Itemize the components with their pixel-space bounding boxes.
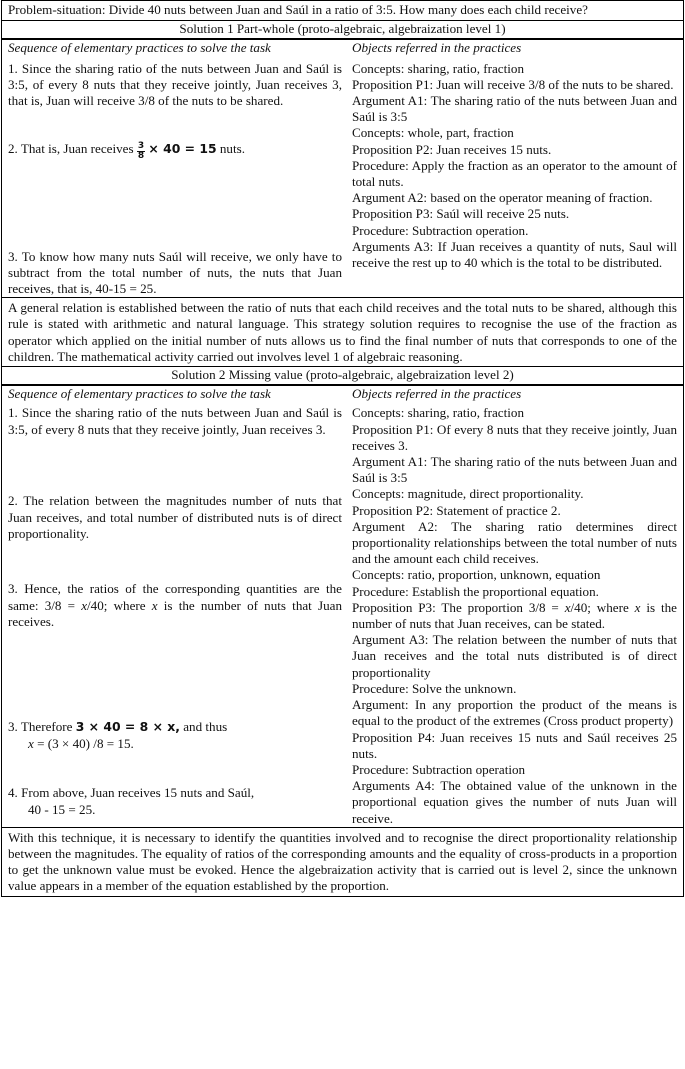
s2-object-p3 xyxy=(352,600,677,632)
s2-step-5-line2: 40 - 15 = 25. xyxy=(28,801,96,817)
s1-object: Arguments A3: If Juan receives a quantity of nuts, Saul will receive the rest up to 40 which is the total to be distributed. xyxy=(352,238,677,271)
solution1-body xyxy=(1,60,684,299)
s2-object: Arguments A4: The obtained value of the unknown in the proportional equation gives the number of nuts Juan will receive. xyxy=(352,778,677,826)
solution1-right-header: Objects referred in the practices xyxy=(352,40,522,56)
s1-object: Procedure: Apply the fraction as an operator to the amount of total nuts. xyxy=(352,157,677,190)
s1-step-3: 3. To know how many nuts Saúl will receive, we only have to subtract from the total number of nuts, the nuts that Juan receives, that is, 40-15 = 25. xyxy=(8,248,342,297)
s2-object: Concepts: ratio, proportion, unknown, equation xyxy=(352,567,601,583)
s2-object: Argument A2: The sharing ratio determines direct proportionality relationships between the total number of nuts and the amount each child receives. xyxy=(352,518,677,567)
s2-step-3-text-b: /40; where xyxy=(87,597,152,613)
fraction-numerator: 3 xyxy=(137,140,145,151)
p3-text-c: is the number of nuts that Juan receives, can be stated. xyxy=(352,599,677,632)
s2-object: Procedure: Establish the proportional equation. xyxy=(352,583,599,599)
document-table xyxy=(1,0,684,897)
s1-object: Concepts: sharing, ratio, fraction xyxy=(352,60,524,76)
solution2-header-row xyxy=(1,386,684,405)
s1-step-2-text: 2. That is, Juan receives xyxy=(8,140,137,156)
s2-step-4-math: 3 × 40 = 8 × x, xyxy=(75,719,180,735)
p3-text: Proposition P3: The proportion 3/8 = xyxy=(352,599,565,615)
s2-step-2: 2. The relation between the magnitudes number of nuts that Juan receives, and total number of distributed nuts is of direct proportionality. xyxy=(8,493,342,541)
problem-statement: Problem-situation: Divide 40 nuts between Juan and Saúl in a ratio of 3:5. How many does each child receive? xyxy=(1,0,684,21)
s1-step-2 xyxy=(8,141,342,249)
solution1-left-header: Sequence of elementary practices to solve the task xyxy=(8,40,271,56)
s1-step-2-math: × 40 = 15 xyxy=(148,140,217,156)
solution1-header-row xyxy=(1,40,684,59)
solution2-objects xyxy=(348,405,683,826)
s2-step-1: 1. Since the sharing ratio of the nuts between Juan and Saúl is 3:5, of every 8 nuts that they receive jointly, Juan receives 3. xyxy=(8,405,342,437)
s2-step-3-text-c: is the number of nuts that Juan receives. xyxy=(8,597,343,629)
s2-step-4 xyxy=(8,719,342,785)
s1-step-1: 1. Since the sharing ratio of the nuts between Juan and Saúl is 3:5, of every 8 nuts that they receive jointly, Juan receives 3, that is, Juan will receive 3/8 of the nuts to be shared. xyxy=(8,60,342,109)
s2-object: Procedure: Solve the unknown. xyxy=(352,680,517,696)
s2-step-5 xyxy=(8,785,342,817)
solution2-summary: With this technique, it is necessary to identify the quantities involved and to recognise the direct proportionality relationship between the magnitudes. The equality of ratios of the corresponding amounts and the equality of cross-products in a proportion to get the unknown value must be evoked. Hence the algebraization activity that is carried out is level 2, since the unknown value appears in a member of the equation established by the proportion. xyxy=(1,828,684,897)
solution2-title: Solution 2 Missing value (proto-algebraic, algebraization level 2) xyxy=(1,367,684,386)
solution2-practices xyxy=(2,405,348,826)
s2-object: Proposition P2: Statement of practice 2. xyxy=(352,502,561,518)
fraction-3-8 xyxy=(137,142,145,161)
solution1-objects xyxy=(348,60,683,298)
solution1-summary: A general relation is established between the ratio of nuts that each child receives and the total nuts to be shared, although this rule is stated with arithmetic and natural language. This strategy solution requires to recognise the use of the fraction as operator which applied on the initial number of nuts allows us to find the final number of nuts that corresponds to one of the children. The mathematical activity carried out involves level 1 of algebraic reasoning. xyxy=(1,298,684,367)
s2-step-4-text-b: and thus xyxy=(179,719,228,735)
s2-object: Proposition P4: Juan receives 15 nuts and Saúl receives 25 nuts. xyxy=(352,729,677,761)
fraction-denominator: 8 xyxy=(137,150,145,161)
p3-text-b: /40; where xyxy=(570,599,635,615)
s2-object: Argument: In any proportion the product of the means is equal to the product of the extremes (Cross product property) xyxy=(352,697,677,729)
s2-object: Procedure: Subtraction operation xyxy=(352,761,526,777)
s2-step-3 xyxy=(8,581,342,719)
variable-x: x xyxy=(634,599,641,615)
s2-step-4-line2 xyxy=(8,736,134,752)
s2-object: Concepts: sharing, ratio, fraction xyxy=(352,405,524,421)
solution1-practices xyxy=(2,60,348,298)
s2-object: Argument A3: The relation between the number of nuts that Juan receives and the total nuts distributed is of direct proportionality xyxy=(352,632,677,680)
s2-object: Concepts: magnitude, direct proportionality. xyxy=(352,486,584,502)
s1-object: Proposition P3: Saúl will receive 25 nuts. xyxy=(352,206,570,222)
s1-object: Concepts: whole, part, fraction xyxy=(352,125,514,141)
s2-step-3-text: 3. Hence, the ratios of the corresponding quantities are the same: 3/8 = xyxy=(8,581,342,613)
solution2-left-header: Sequence of elementary practices to solve the task xyxy=(8,386,271,402)
s2-step-4-text: 3. Therefore xyxy=(8,719,76,735)
solution1-title: Solution 1 Part-whole (proto-algebraic, algebraization level 1) xyxy=(1,21,684,40)
s1-object: Procedure: Subtraction operation. xyxy=(352,222,529,238)
solution2-right-header: Objects referred in the practices xyxy=(352,386,522,402)
s1-object: Proposition P2: Juan receives 15 nuts. xyxy=(352,141,552,157)
variable-x: x xyxy=(564,599,571,615)
solution2-body xyxy=(1,405,684,827)
variable-x: x xyxy=(81,597,88,613)
variable-x: x xyxy=(28,735,34,751)
s2-step-4-line2-text: = (3 × 40) /8 = 15. xyxy=(33,735,134,751)
s1-step-2-end: nuts. xyxy=(216,140,245,156)
s1-object: Argument A1: The sharing ratio of the nuts between Juan and Saúl is 3:5 xyxy=(352,93,677,125)
s1-object: Proposition P1: Juan will receive 3/8 of the nuts to be shared. xyxy=(352,76,674,92)
s2-step-5-line1: 4. From above, Juan receives 15 nuts and Saúl, xyxy=(8,785,255,801)
s1-object: Argument A2: based on the operator meaning of fraction. xyxy=(352,190,653,206)
variable-x: x xyxy=(151,597,158,613)
s2-object: Argument A1: The sharing ratio of the nuts between Juan and Saúl is 3:5 xyxy=(352,454,677,486)
s2-object: Proposition P1: Of every 8 nuts that they receive jointly, Juan receives 3. xyxy=(352,421,677,453)
